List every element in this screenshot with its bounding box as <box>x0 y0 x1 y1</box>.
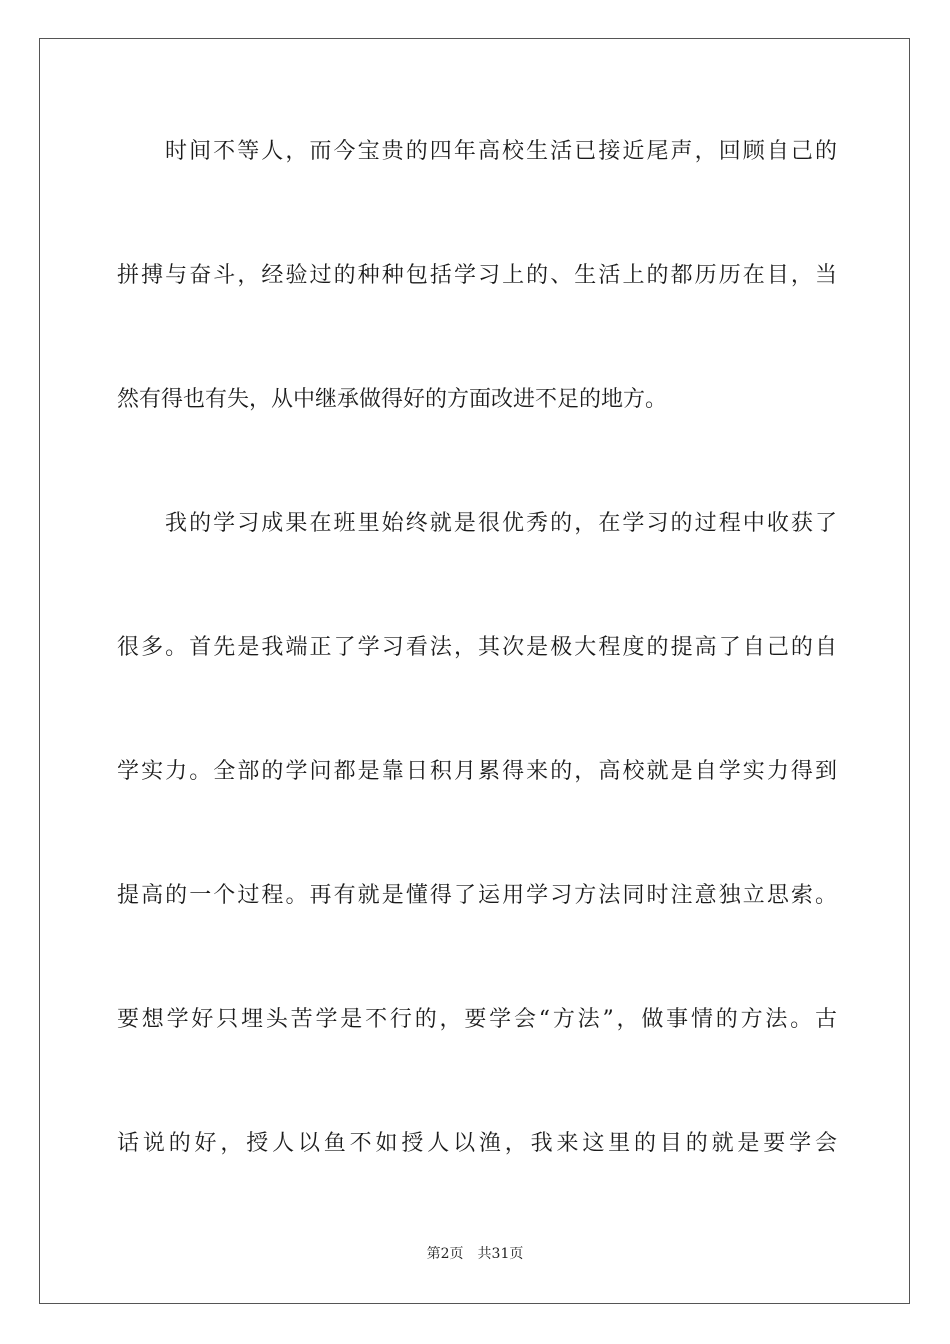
page-footer <box>0 1244 950 1264</box>
page-number: 第2页 <box>426 1246 464 1262</box>
paragraph-2-line-3: 学实力。全部的学问都是靠日积月累得来的，高校就是自学实力得到 <box>117 759 837 784</box>
paragraph-2-line-4: 提高的一个过程。再有就是懂得了运用学习方法同时注意独立思索。 <box>117 883 837 908</box>
paragraph-1-line-2: 拼搏与奋斗，经验过的种种包括学习上的、生活上的都历历在目，当 <box>117 263 837 288</box>
paragraph-2-line-2: 很多。首先是我端正了学习看法，其次是极大程度的提高了自己的自 <box>117 635 837 660</box>
paragraph-1-line-1: 时间不等人，而今宝贵的四年高校生活已接近尾声，回顾自己的 <box>165 139 837 164</box>
total-pages: 共31页 <box>477 1246 524 1262</box>
paragraph-2-line-5: 要想学好只埋头苦学是不行的，要学会“方法”，做事情的方法。古 <box>117 1007 837 1032</box>
paragraph-1-line-3: 然有得也有失，从中继承做得好的方面改进不足的地方。 <box>117 387 668 412</box>
page-border <box>39 38 910 1304</box>
paragraph-2-line-6: 话说的好，授人以鱼不如授人以渔，我来这里的目的就是要学会 <box>117 1131 837 1156</box>
paragraph-2-line-1: 我的学习成果在班里始终就是很优秀的，在学习的过程中收获了 <box>165 511 837 536</box>
